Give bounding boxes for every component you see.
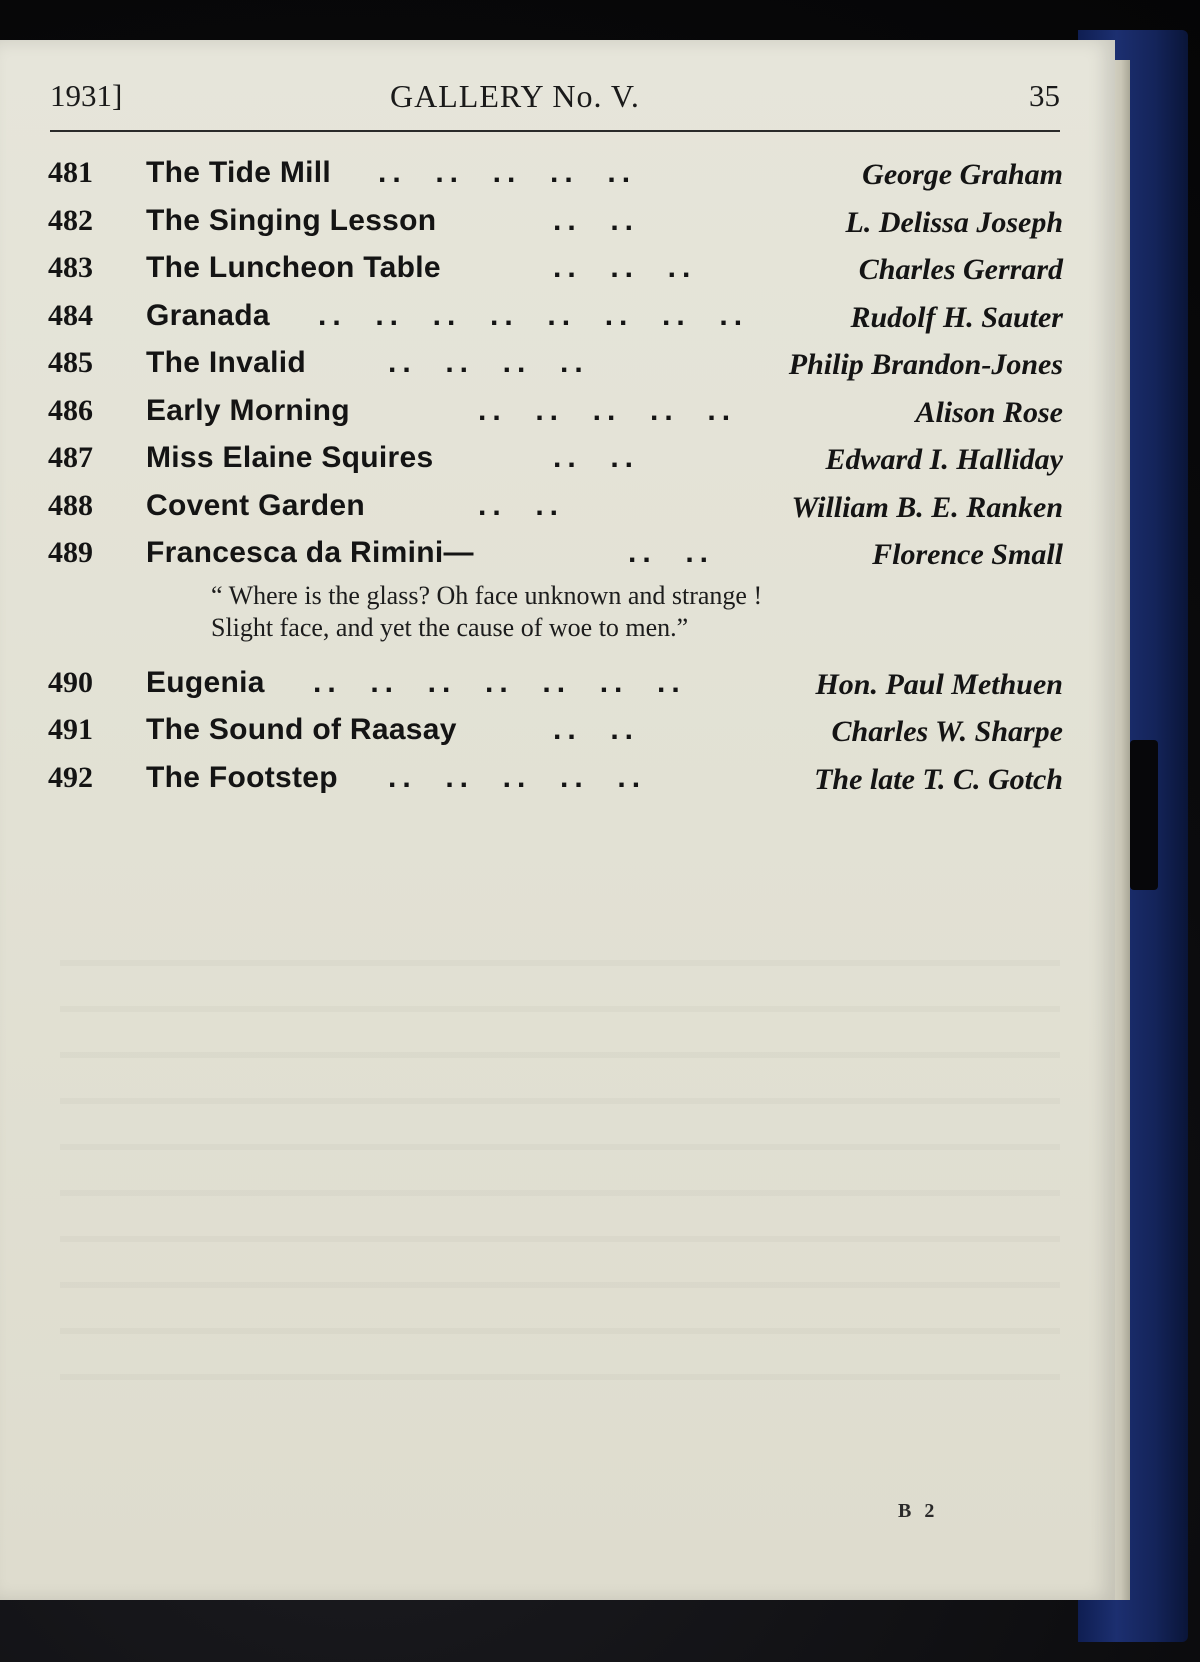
- entry-number: 489: [48, 536, 93, 569]
- entry-artist: The late T. C. Gotch: [814, 762, 1063, 796]
- entry-485: [48, 342, 1063, 390]
- dot-leader: .. .. .. ..: [388, 346, 589, 379]
- entry-title: The Luncheon Table: [146, 251, 441, 284]
- show-through: [60, 920, 1060, 1420]
- entry-486: [48, 390, 1063, 438]
- entry-number: 487: [48, 441, 93, 474]
- dot-leader: .. .. .. .. .. .. ..: [313, 665, 686, 699]
- entry-title: The Invalid: [146, 346, 306, 379]
- running-head: [50, 78, 1060, 128]
- entry-artist: Edward I. Halliday: [825, 443, 1063, 476]
- dot-leader: .. ..: [553, 441, 640, 474]
- entry-number: 491: [48, 713, 93, 746]
- dot-leader: .. .. ..: [553, 251, 697, 284]
- head-rule: [50, 130, 1060, 132]
- entry-484: [48, 295, 1063, 343]
- entry-491: [48, 709, 1063, 757]
- entry-artist: Hon. Paul Methuen: [815, 667, 1063, 701]
- entry-482: [48, 200, 1063, 248]
- dot-leader: .. ..: [553, 203, 640, 237]
- entry-artist: Charles W. Sharpe: [831, 715, 1063, 748]
- entry-title: Eugenia: [146, 665, 265, 699]
- entry-title: Miss Elaine Squires: [146, 441, 434, 474]
- entry-artist: Rudolf H. Sauter: [850, 300, 1063, 334]
- entry-number: 483: [48, 251, 93, 284]
- entry-number: 485: [48, 346, 93, 379]
- quote-line-1: “ Where is the glass? Oh face unknown and strange !: [211, 580, 763, 610]
- running-head-year: 1931]: [50, 78, 123, 113]
- entry-number: 490: [48, 665, 93, 699]
- entry-487: [48, 437, 1063, 485]
- cover-tab: [1130, 740, 1158, 890]
- entry-number: 484: [48, 298, 93, 332]
- entry-number: 486: [48, 393, 93, 427]
- entry-title: The Tide Mill: [146, 156, 332, 189]
- entry-artist: George Graham: [862, 158, 1063, 191]
- entry-title: The Sound of Raasay: [146, 713, 457, 746]
- entry-artist: Charles Gerrard: [858, 253, 1063, 286]
- entry-artist: L. Delissa Joseph: [845, 205, 1063, 239]
- entry-artist: Florence Small: [872, 538, 1063, 571]
- entry-488: [48, 485, 1063, 533]
- dot-leader: .. ..: [628, 536, 715, 569]
- page-number: 35: [1029, 78, 1060, 113]
- signature-mark: B 2: [898, 1500, 939, 1522]
- catalogue-page: [0, 40, 1115, 1600]
- entry-number: 492: [48, 760, 93, 794]
- running-head-title: GALLERY No. V.: [390, 78, 640, 114]
- verse-quotation: [48, 580, 1063, 662]
- entry-title: Francesca da Rimini—: [146, 536, 474, 569]
- dot-leader: .. .. .. .. ..: [378, 156, 637, 189]
- entry-title: Covent Garden: [146, 488, 365, 522]
- dot-leader: .. .. .. .. ..: [388, 760, 647, 794]
- entry-481: [48, 152, 1063, 200]
- entry-number: 488: [48, 488, 93, 522]
- quote-line-2: Slight face, and yet the cause of woe to men.”: [211, 612, 689, 642]
- dot-leader: .. .. .. .. ..: [478, 393, 737, 427]
- entry-title: Granada: [146, 298, 270, 332]
- dot-leader: .. ..: [553, 713, 640, 746]
- dot-leader: .. ..: [478, 488, 565, 522]
- entry-492: [48, 757, 1063, 805]
- entry-artist: Philip Brandon-Jones: [788, 348, 1063, 381]
- entry-title: Early Morning: [146, 393, 350, 427]
- entry-483: [48, 247, 1063, 295]
- entry-title: The Footstep: [146, 760, 338, 794]
- dot-leader: .. .. .. .. .. .. .. ..: [318, 298, 749, 332]
- entry-title: The Singing Lesson: [146, 203, 437, 237]
- entry-artist: William B. E. Ranken: [791, 490, 1063, 524]
- entry-list: [48, 152, 1063, 804]
- entry-489: [48, 532, 1063, 580]
- entry-490: [48, 662, 1063, 710]
- entry-artist: Alison Rose: [915, 395, 1063, 429]
- entry-number: 482: [48, 203, 93, 237]
- entry-number: 481: [48, 156, 93, 189]
